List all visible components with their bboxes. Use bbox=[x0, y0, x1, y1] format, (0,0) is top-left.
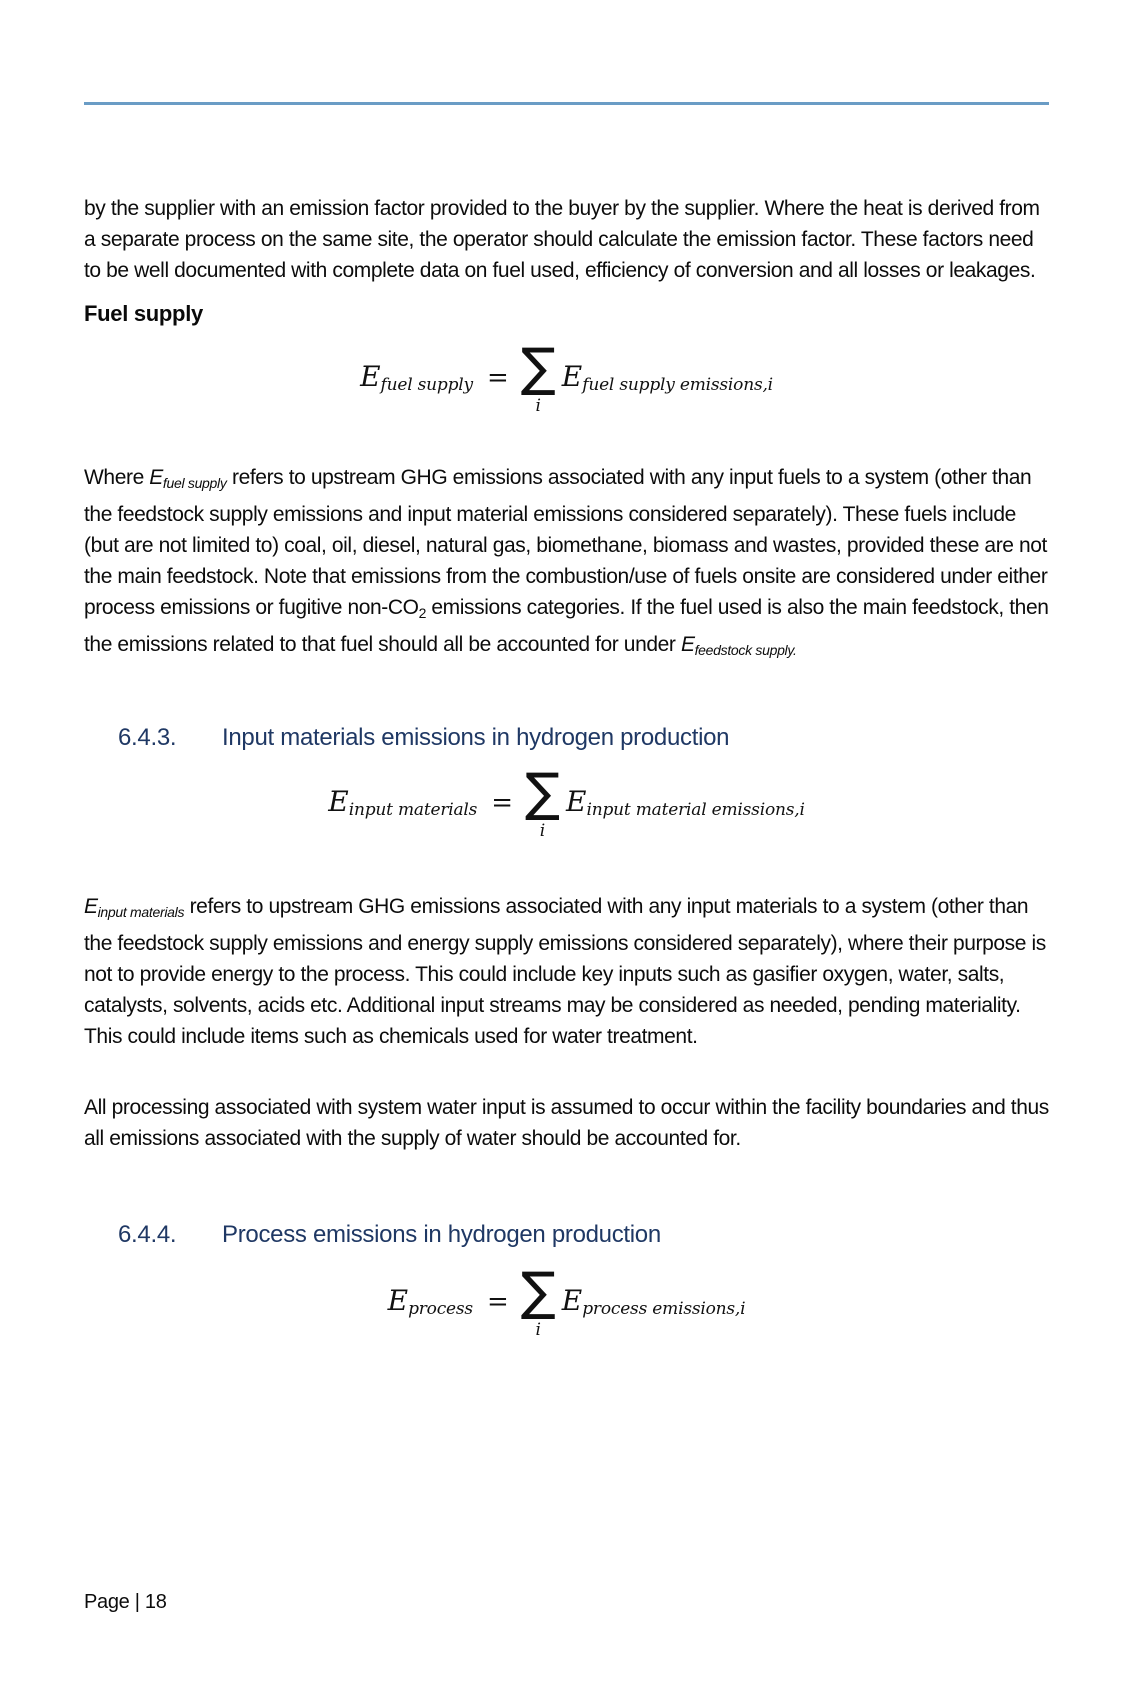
equation-lhs bbox=[360, 360, 473, 395]
sigma-icon: ∑ bbox=[520, 338, 556, 398]
paragraph-text: refers to upstream GHG emissions associated with any input fuels to a system (other than the feedstock supply emissions and input material emissions considered separately). These fuels include (but are not limited to) coal, oil, diesel, natural gas, biomethane, biomass and wastes, provided these are not the main feedstock. Note that emissions from the combustion/use of fuels onsite are considered under either process emissions or fugitive non-CO bbox=[84, 466, 1048, 619]
equation-input-materials bbox=[84, 755, 1049, 851]
equation-subscript: input materials bbox=[348, 800, 478, 821]
section-heading-644 bbox=[84, 1220, 1049, 1250]
summation-operator bbox=[521, 1264, 556, 1340]
inline-variable: E bbox=[680, 633, 695, 656]
equation-subscript: fuel supply emissions,i bbox=[582, 375, 773, 396]
paragraph-text: All processing associated with system water input is assumed to occur within the facility boundaries and thus all emissions associated with the supply of water should be accounted for. bbox=[84, 1096, 1049, 1150]
equation-subscript: process bbox=[408, 1299, 473, 1320]
co2-subscript: 2 bbox=[418, 605, 426, 621]
equation-lhs bbox=[388, 1284, 473, 1319]
equation-rhs bbox=[566, 785, 805, 820]
equation-variable: E bbox=[566, 785, 587, 819]
equation-variable: E bbox=[561, 1284, 583, 1318]
equation-rhs bbox=[562, 360, 773, 395]
inline-variable: E bbox=[149, 466, 163, 489]
section-heading-643 bbox=[84, 723, 1049, 753]
paragraph-heat-supplier bbox=[84, 193, 1049, 286]
paragraph-text: emissions categories. If the fuel used is also the main feedstock, then the emissions related to that fuel should all be accounted for under bbox=[84, 596, 1049, 656]
inline-subscript: input materials bbox=[97, 904, 185, 920]
equation-subscript: fuel supply bbox=[380, 375, 473, 396]
summation-index: i bbox=[535, 396, 541, 416]
equation-variable: E bbox=[387, 1284, 409, 1318]
equals-sign: = bbox=[486, 1287, 509, 1317]
inline-subscript: feedstock supply. bbox=[694, 642, 797, 658]
equation-subscript: input material emissions,i bbox=[586, 800, 805, 821]
section-number: 6.4.3. bbox=[118, 724, 177, 751]
fuel-supply-heading: Fuel supply bbox=[84, 301, 203, 326]
summation-operator bbox=[525, 765, 560, 841]
inline-variable: E bbox=[84, 895, 98, 918]
inline-subscript: fuel supply bbox=[162, 475, 227, 491]
page-number: Page | 18 bbox=[84, 1591, 167, 1613]
equation-lhs bbox=[328, 785, 477, 820]
equals-sign: = bbox=[486, 363, 509, 393]
section-title: Process emissions in hydrogen production bbox=[222, 1221, 661, 1248]
paragraph-text: Where bbox=[84, 466, 150, 489]
paragraph-water-processing bbox=[84, 1092, 1049, 1154]
sigma-icon: ∑ bbox=[520, 1262, 556, 1322]
equation-rhs bbox=[562, 1284, 746, 1319]
equation-fuel-supply bbox=[84, 330, 1049, 426]
summation-index: i bbox=[539, 821, 546, 841]
equation-variable: E bbox=[328, 785, 349, 819]
equation-subscript: process emissions,i bbox=[582, 1299, 746, 1320]
section-number: 6.4.4. bbox=[118, 1221, 177, 1248]
summation-operator bbox=[521, 340, 556, 416]
paragraph-input-materials-definition bbox=[84, 891, 1049, 1052]
paragraph-text: by the supplier with an emission factor provided to the buyer by the supplier. Where the heat is derived from a separate process on the same site, the operator should calculate the emission factor. These factors need to be well documented with complete data on fuel used, efficiency of conversion and all losses or leakages. bbox=[84, 197, 1040, 282]
section-title: Input materials emissions in hydrogen production bbox=[222, 724, 730, 751]
equals-sign: = bbox=[491, 788, 513, 818]
equation-process-emissions bbox=[84, 1254, 1049, 1350]
header-rule bbox=[84, 102, 1049, 105]
document-page bbox=[0, 102, 1131, 1350]
paragraph-fuel-supply-definition bbox=[84, 462, 1049, 666]
paragraph-text: refers to upstream GHG emissions associated with any input materials to a system (other than the feedstock supply emissions and energy supply emissions considered separately), where their purpose is not to provide energy to the process. This could include key inputs such as gasifier oxygen, water, salts, catalysts, solvents, acids etc. Additional input streams may be considered as needed, pending materiality. This could include items such as chemicals used for water treatment. bbox=[84, 895, 1046, 1048]
equation-variable: E bbox=[561, 360, 583, 394]
equation-variable: E bbox=[360, 360, 381, 394]
sigma-icon: ∑ bbox=[525, 763, 561, 823]
summation-index: i bbox=[535, 1320, 541, 1340]
